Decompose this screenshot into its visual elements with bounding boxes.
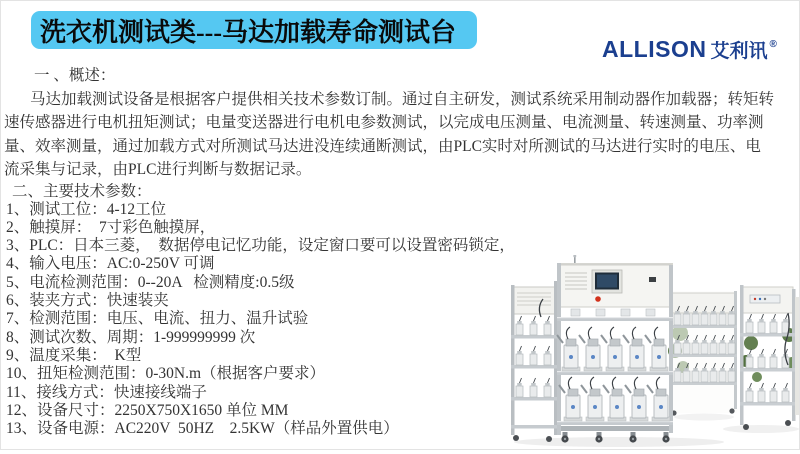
power-switch bbox=[649, 277, 656, 282]
spec-item: 9、温度采集： K型 bbox=[6, 346, 142, 364]
spec-item: 11、接线方式：快速接线端子 bbox=[6, 383, 207, 401]
brand-logo bbox=[602, 36, 777, 63]
paragraph-line: 量、效率测量，通过加载方式对所测试马达进没连续通断测试，由PLC实时对所测试的马达进行实时的电压、电 bbox=[4, 137, 761, 155]
overview-paragraph bbox=[4, 88, 797, 182]
overview-heading: 一 、概述： bbox=[34, 67, 116, 84]
equipment-photo bbox=[499, 255, 799, 449]
spec-item: 12、设备尺寸：2250X750X1650 单位 MM bbox=[6, 401, 289, 419]
spec-item: 3、PLC：日本三菱， 数据停电记忆功能，设定窗口要可以设置密码锁定， bbox=[6, 237, 515, 255]
spec-item: 8、测试次数、周期：1-999999999 次 bbox=[6, 328, 256, 346]
spec-item: 13、设备电源：AC220V 50HZ 2.5KW（样品外置供电） bbox=[6, 420, 399, 438]
specs-heading: 二、主要技术参数： bbox=[12, 182, 152, 200]
title-banner bbox=[31, 11, 477, 49]
paragraph-line: 流采集与记录，由PLC进行判断与数据记录。 bbox=[4, 161, 312, 179]
registered-trademark-icon: ® bbox=[769, 39, 777, 50]
spec-item: 6、装夹方式：快速装夹 bbox=[6, 292, 169, 310]
spec-item: 4、输入电压：AC:0-250V 可调 bbox=[6, 255, 215, 273]
rack-front bbox=[511, 255, 673, 443]
page-title: 洗衣机测试类---马达加载寿命测试台 bbox=[40, 17, 456, 47]
paragraph-line: 马达加载测试设备是根据客户提供相关技术参数订制。通过自主研发，测试系统采用制动器作加载器；转矩转 bbox=[30, 91, 775, 108]
test-fixtures-upper bbox=[557, 327, 668, 371]
spec-item: 10、扭矩检测范围：0-30N.m（根据客户要求） bbox=[6, 365, 326, 383]
control-cabinet bbox=[557, 263, 673, 307]
rack-middle bbox=[669, 291, 737, 416]
brand-name-en: ALLISON bbox=[602, 36, 707, 62]
spec-item: 2、触摸屏： 7寸彩色触摸屏， bbox=[6, 218, 216, 236]
paragraph-line: 速传感器进行电机扭矩测试；电量变送器进行电机电参数测试，以完成电压测量、电流测量、转速测量、功率测 bbox=[4, 114, 764, 132]
red-button bbox=[595, 296, 601, 302]
test-fixtures-lower bbox=[559, 377, 670, 421]
brand-name-cn: 艾利讯 bbox=[710, 41, 768, 62]
spec-item: 7、检测范围：电压、电流、扭力、温升试验 bbox=[6, 310, 309, 328]
touchscreen bbox=[595, 273, 619, 290]
spec-item: 1、测试工位：4-12工位 bbox=[6, 200, 167, 218]
equipment-photo-illustration bbox=[499, 255, 799, 449]
spec-item: 5、电流检测范围：0--20A 检测精度:0.5级 bbox=[6, 273, 295, 291]
